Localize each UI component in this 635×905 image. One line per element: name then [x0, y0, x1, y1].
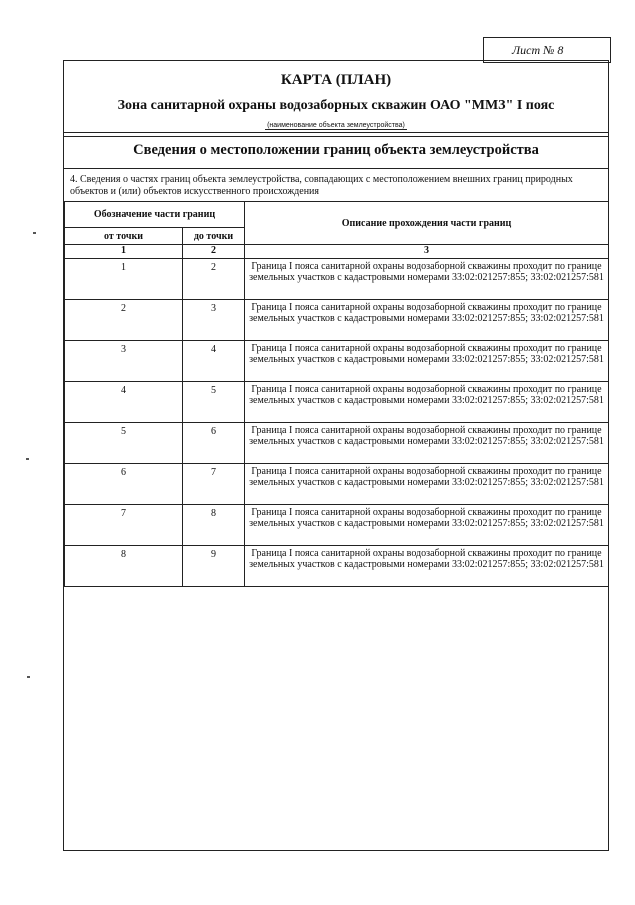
- header-parts: Обозначение части границ: [65, 202, 245, 228]
- from-point-cell: 3: [65, 341, 183, 382]
- scan-mark: [27, 676, 30, 678]
- boundary-description-cell: Граница I пояса санитарной охраны водозаборной скважины проходит по границе земельных участков с кадастровыми номерами 33:02:021257:855; 33:02:021257:581: [245, 464, 609, 505]
- from-point-cell: 8: [65, 546, 183, 587]
- boundary-description-cell: Граница I пояса санитарной охраны водозаборной скважины проходит по границе земельных участков с кадастровыми номерами 33:02:021257:855; 33:02:021257:581: [245, 341, 609, 382]
- to-point-cell: 3: [183, 300, 245, 341]
- to-point-cell: 6: [183, 423, 245, 464]
- to-point-cell: 4: [183, 341, 245, 382]
- boundary-description-cell: Граница I пояса санитарной охраны водозаборной скважины проходит по границе земельных участков с кадастровыми номерами 33:02:021257:855; 33:02:021257:581: [245, 546, 609, 587]
- sheet-number: Лист № 8: [512, 43, 564, 57]
- column-number: 1: [65, 245, 183, 259]
- table-row: [65, 423, 609, 464]
- from-point-cell: 2: [65, 300, 183, 341]
- table-row: [65, 300, 609, 341]
- table-row: [65, 382, 609, 423]
- scan-mark: [26, 458, 29, 460]
- header-from: от точки: [65, 228, 183, 245]
- boundary-table: [64, 201, 609, 587]
- boundary-description-cell: Граница I пояса санитарной охраны водозаборной скважины проходит по границе земельных участков с кадастровыми номерами 33:02:021257:855; 33:02:021257:581: [245, 259, 609, 300]
- scan-mark: [33, 232, 36, 234]
- map-title: КАРТА (ПЛАН): [280, 72, 392, 88]
- object-caption-text: (наименование объекта землеустройства): [267, 122, 405, 129]
- table-row: [65, 259, 609, 300]
- to-point-cell: 7: [183, 464, 245, 505]
- from-point-cell: 5: [65, 423, 183, 464]
- object-caption: [64, 122, 608, 129]
- to-point-cell: 2: [183, 259, 245, 300]
- boundary-description-cell: Граница I пояса санитарной охраны водозаборной скважины проходит по границе земельных участков с кадастровыми номерами 33:02:021257:855; 33:02:021257:581: [245, 300, 609, 341]
- from-point-cell: 7: [65, 505, 183, 546]
- header-to: до точки: [183, 228, 245, 245]
- table-row: [65, 505, 609, 546]
- boundary-description-cell: Граница I пояса санитарной охраны водозаборной скважины проходит по границе земельных участков с кадастровыми номерами 33:02:021257:855; 33:02:021257:581: [245, 423, 609, 464]
- divider: [64, 136, 608, 137]
- divider: [64, 132, 608, 133]
- table-row: [65, 464, 609, 505]
- zone-title: Зона санитарной охраны водозаборных скважин ОАО "ММЗ" I пояс: [117, 98, 555, 113]
- boundary-description-cell: Граница I пояса санитарной охраны водозаборной скважины проходит по границе земельных участков с кадастровыми номерами 33:02:021257:855; 33:02:021257:581: [245, 382, 609, 423]
- column-number: 3: [245, 245, 609, 259]
- header-desc: Описание прохождения части границ: [245, 202, 609, 245]
- document-frame: [63, 60, 609, 851]
- section-title: Сведения о местоположении границ объекта землеустройства: [133, 142, 539, 158]
- from-point-cell: 4: [65, 382, 183, 423]
- from-point-cell: 6: [65, 464, 183, 505]
- table-row: [65, 546, 609, 587]
- section4-text: 4. Сведения о частях границ объекта землеустройства, совпадающих с местоположением внешних границ природных объектов и (или) объектов искусственного происхождения: [70, 174, 573, 197]
- column-number: 2: [183, 245, 245, 259]
- from-point-cell: 1: [65, 259, 183, 300]
- to-point-cell: 5: [183, 382, 245, 423]
- to-point-cell: 9: [183, 546, 245, 587]
- divider: [64, 168, 608, 169]
- table-row: [65, 341, 609, 382]
- to-point-cell: 8: [183, 505, 245, 546]
- boundary-description-cell: Граница I пояса санитарной охраны водозаборной скважины проходит по границе земельных участков с кадастровыми номерами 33:02:021257:855; 33:02:021257:581: [245, 505, 609, 546]
